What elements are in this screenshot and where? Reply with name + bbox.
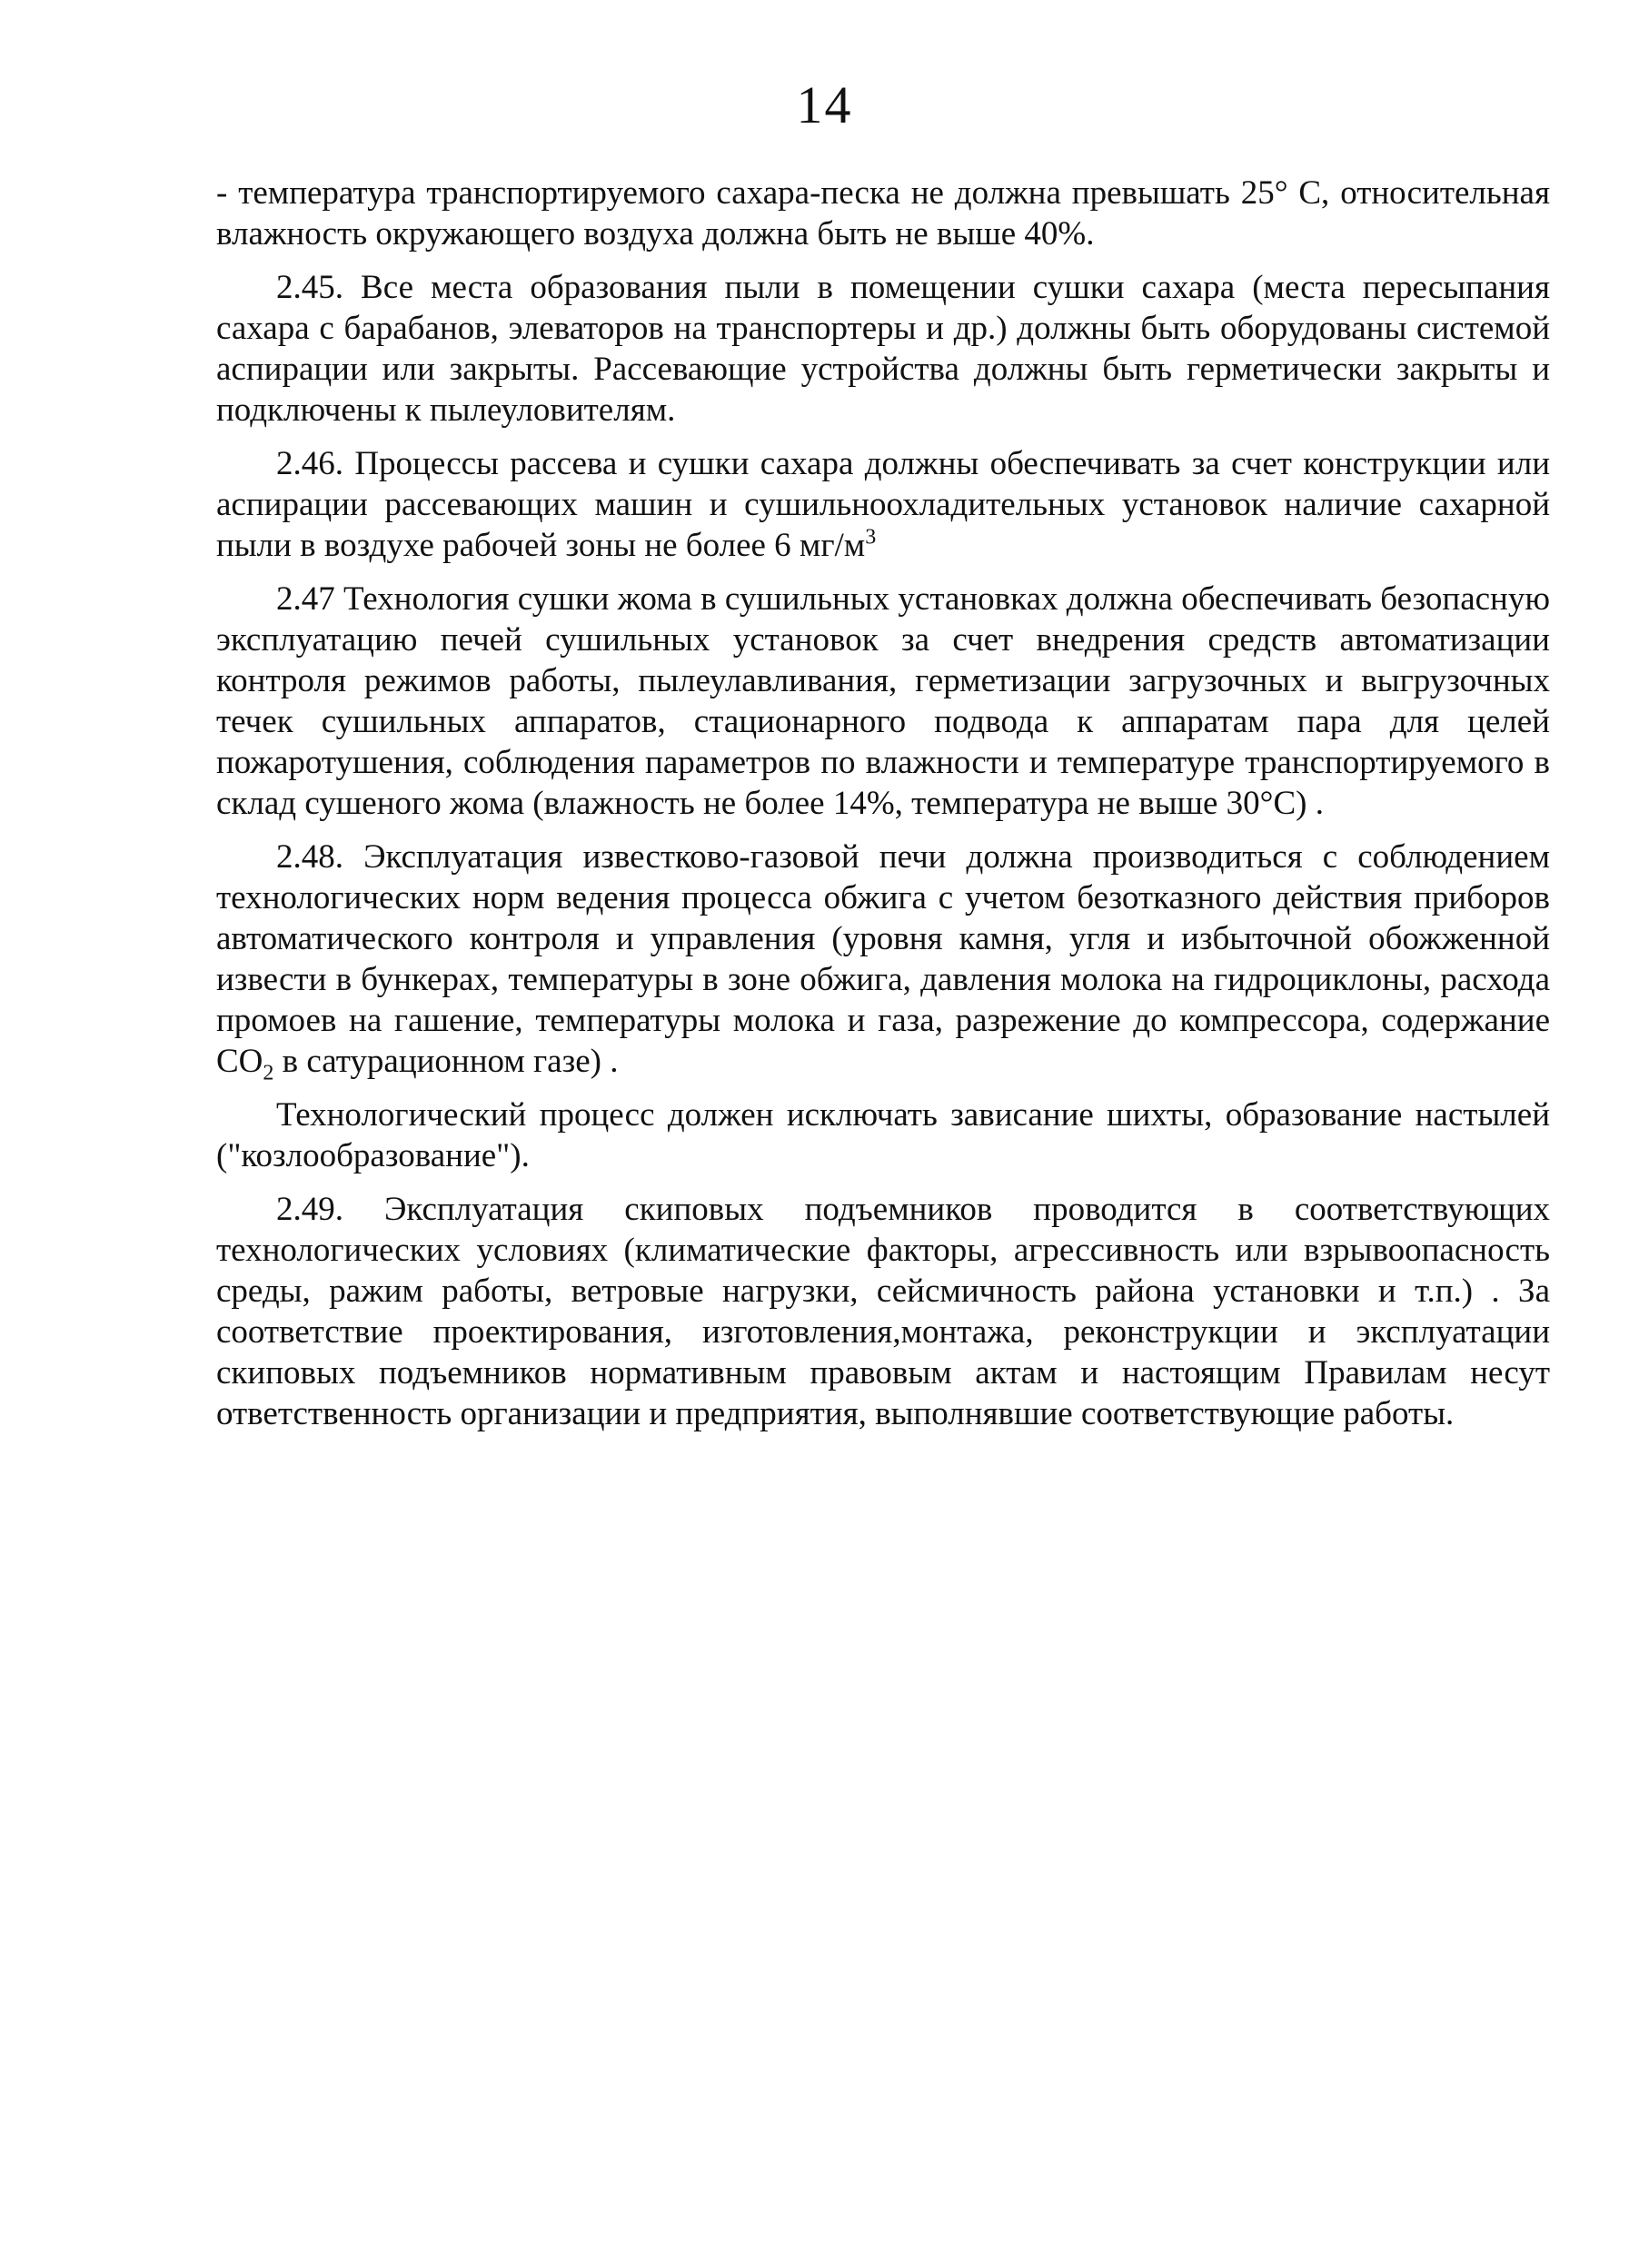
paragraph-2-44-continuation: - температура транспортируемого сахара-песка не должна превышать 25° С, относительная влажность окружающего воздуха должна быть не выше 40%. bbox=[216, 174, 1550, 253]
paragraph-2-48-process: Технологический процесс должен исключать зависание шихты, образование настылей ("козлообразование"). bbox=[216, 1096, 1550, 1174]
superscript-cubic: 3 bbox=[865, 525, 877, 550]
paragraph-2-46 bbox=[216, 443, 1550, 566]
paragraph-2-48-tail: в сатурационном газе) . bbox=[273, 1043, 619, 1080]
paragraph-2-47: 2.47 Технология сушки жома в сушильных установках должна обеспечивать безопасную эксплуатацию печей сушильных установок за счет внедрения средств автоматизации контроля режимов работы, пылеулавливания, герметизации загрузочных и выгрузочных течек сушильных аппаратов, стационарного подвода к аппаратам пара для целей пожаротушения, соблюдения параметров по влажности и температуре транспортируемого в склад сушеного жома (влажность не более 14%, температура не выше 30°С) . bbox=[216, 580, 1550, 822]
paragraph-2-48 bbox=[216, 837, 1550, 1085]
document-body bbox=[216, 173, 1550, 1447]
paragraph-2-45: 2.45. Все места образования пыли в помещении сушки сахара (места пересыпания сахара с барабанов, элеваторов на транспортеры и др.) должны быть оборудованы системой аспирации или закрыты. Рассевающие устройства должны быть герметически закрыты и подключены к пылеуловителям. bbox=[216, 269, 1550, 429]
page-number: 14 bbox=[796, 75, 853, 134]
subscript-co2: 2 bbox=[263, 1061, 274, 1085]
paragraph-2-49: 2.49. Эксплуатация скиповых подъемников проводится в соответствующих технологических условиях (климатические факторы, агрессивность или взрывоопасность среды, ражим работы, ветровые нагрузки, сейсмичность района установки и т.п.) . За соответствие проектирования, изготовления,монтажа, реконструкции и эксплуатации скиповых подъемников нормативным правовым актам и настоящим Правилам несут ответственность организации и предприятия, выполнявшие соответствующие работы. bbox=[216, 1191, 1550, 1432]
paragraph-2-48-text: 2.48. Эксплуатация известково-газовой печи должна производиться с соблюдением технологических норм ведения процесса обжига с учетом безотказного действия приборов автоматического контроля и управления (уровня камня, угля и избыточной обожженной извести в бункерах, температуры в зоне обжига, давления молока на гидроциклоны, расхода промоев на гашение, температуры молока и газа, разрежение до компрессора, содержание СО bbox=[216, 838, 1550, 1080]
paragraph-2-46-text: 2.46. Процессы рассева и сушки сахара должны обеспечивать за счет конструкции или аспирации рассевающих машин и сушильноохладительных установок наличие сахарной пыли в воздухе рабочей зоны не более 6 мг/м bbox=[216, 445, 1550, 564]
